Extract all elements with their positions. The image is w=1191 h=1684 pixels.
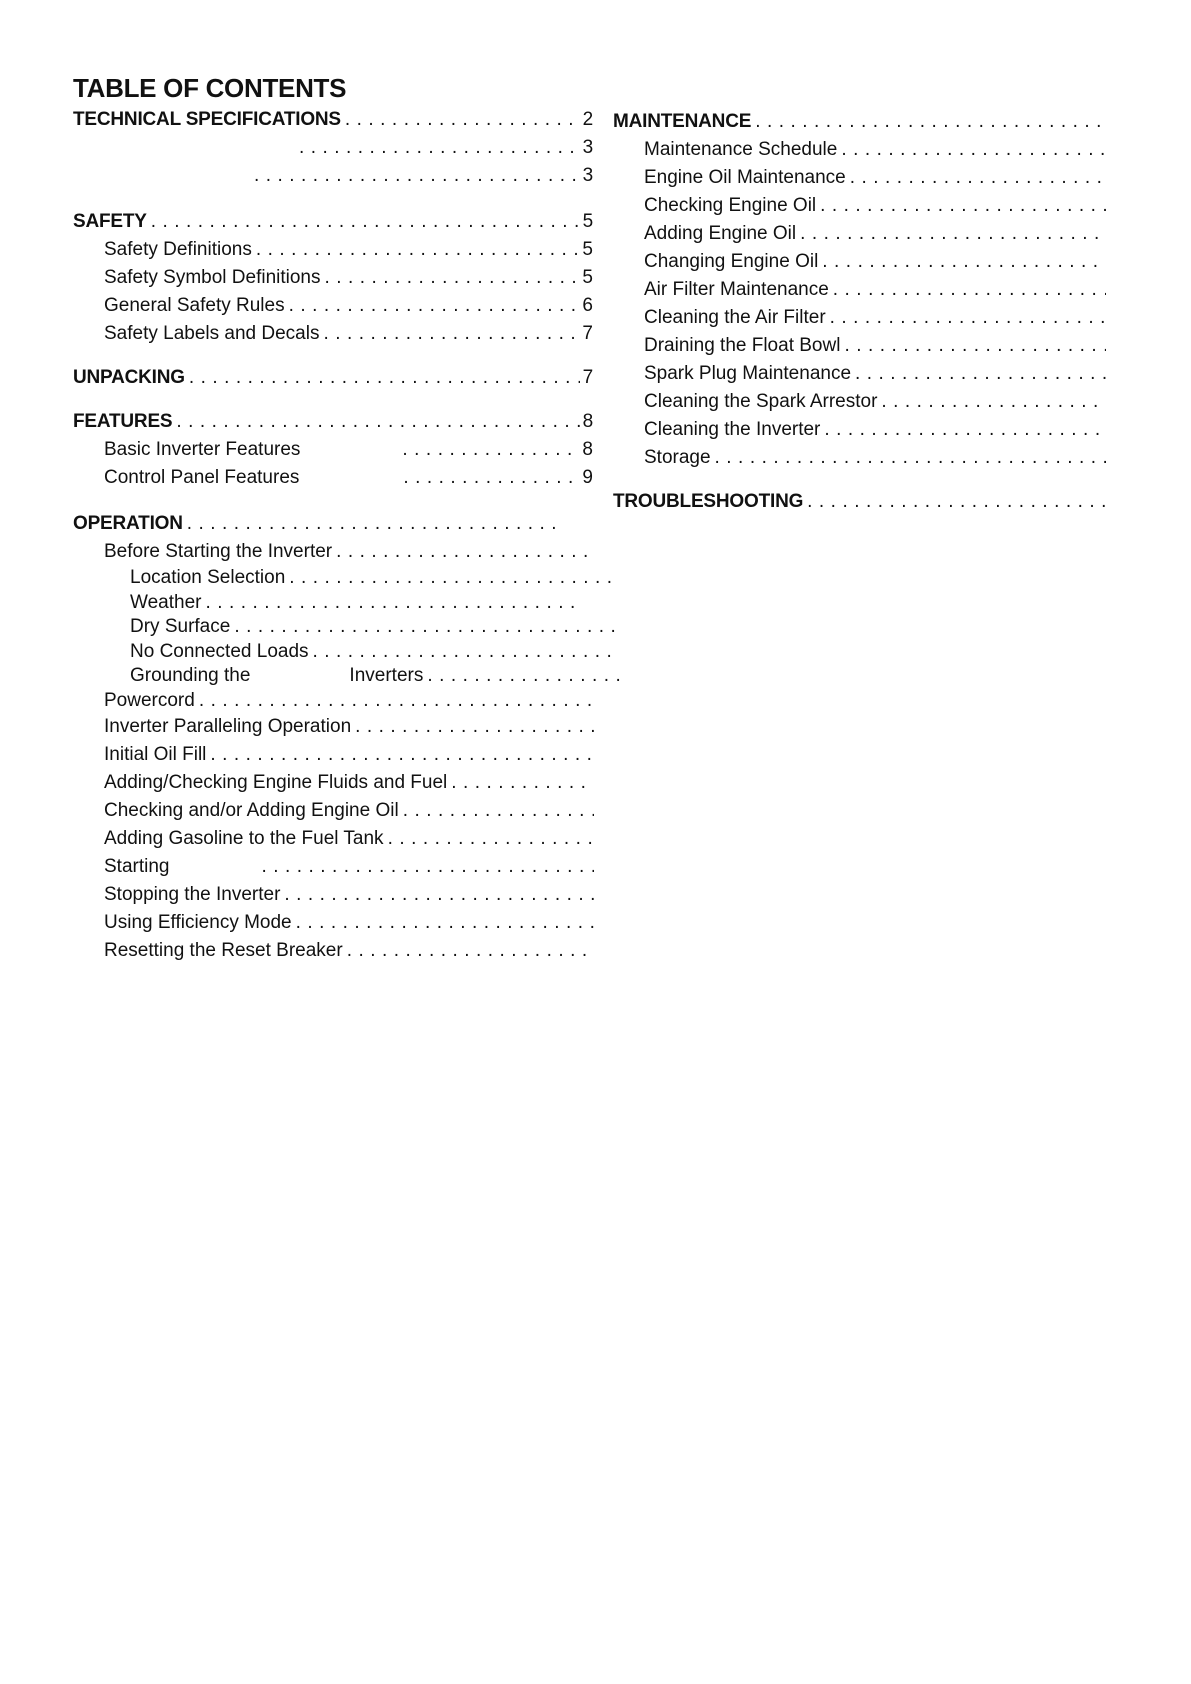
toc-page-number: 8 [582, 439, 593, 460]
toc-entry-adding-gasoline[interactable] [73, 825, 594, 853]
toc-entry-no-connected-loads[interactable] [73, 640, 620, 665]
dot-leader [341, 106, 580, 134]
dot-leader [820, 416, 1106, 444]
toc-entry-spark-plug-maintenance[interactable] [613, 360, 1106, 388]
toc-label: UNPACKING [73, 367, 185, 388]
toc-label: Adding Gasoline to the Fuel Tank [104, 828, 384, 849]
toc-page-number: 6 [582, 295, 593, 316]
toc-label: Spark Plug Maintenance [644, 363, 852, 384]
toc-right-column [613, 108, 1106, 516]
dot-leader [384, 825, 594, 853]
toc-label: Safety Labels and Decals [104, 323, 320, 344]
dot-leader [846, 164, 1106, 192]
toc-label: Weather [130, 591, 202, 613]
toc-entry-cleaning-inverter[interactable] [613, 416, 1106, 444]
dot-leader [851, 360, 1106, 388]
dot-leader [398, 436, 580, 464]
toc-label: Air Filter Maintenance [644, 279, 829, 300]
toc-label: FEATURES [73, 411, 173, 432]
dot-leader [818, 248, 1106, 276]
toc-entry-maintenance-schedule[interactable] [613, 136, 1106, 164]
toc-label: Checking and/or Adding Engine Oil [104, 800, 399, 821]
dot-leader [829, 276, 1106, 304]
toc-label: Storage [644, 447, 711, 468]
dot-leader [711, 444, 1106, 472]
toc-label: Changing Engine Oil [644, 251, 819, 272]
dot-leader [195, 689, 594, 714]
toc-entry-location-selection[interactable] [73, 566, 620, 591]
dot-leader [751, 108, 1106, 136]
toc-entry-safety-labels-decals[interactable] [73, 320, 593, 348]
toc-entry-basic-inverter-features[interactable] [73, 436, 593, 464]
toc-entry-safety[interactable] [73, 208, 593, 236]
toc-label: Adding/Checking Engine Fluids and Fuel [104, 772, 448, 793]
toc-label: Engine Oil Maintenance [644, 167, 846, 188]
toc-label: TECHNICAL SPECIFICATIONS [73, 109, 341, 130]
toc-entry-adding-engine-oil[interactable] [613, 220, 1106, 248]
dot-leader [285, 292, 580, 320]
dot-leader [250, 162, 580, 190]
toc-label: Resetting the Reset Breaker [104, 940, 343, 961]
dot-leader [206, 741, 594, 769]
toc-label: Starting [104, 856, 170, 877]
toc-entry-starting[interactable] [73, 853, 594, 881]
toc-label: No Connected Loads [130, 640, 309, 662]
toc-entry-weather[interactable] [73, 591, 578, 616]
toc-page-number: 9 [582, 467, 593, 488]
toc-label: Grounding the [130, 665, 251, 686]
dot-leader [230, 615, 620, 640]
dot-leader [201, 591, 578, 616]
toc-label: Checking Engine Oil [644, 195, 817, 216]
toc-entry-air-filter-maintenance[interactable] [613, 276, 1106, 304]
dot-leader [252, 236, 580, 264]
toc-page-number: 5 [582, 211, 593, 232]
toc-entry-troubleshooting[interactable] [613, 488, 1106, 516]
toc-entry-storage[interactable] [613, 444, 1106, 472]
dot-leader [147, 208, 580, 236]
toc-label: Dry Surface [130, 616, 231, 637]
dot-leader [837, 136, 1106, 164]
toc-entry-cleaning-spark-arrestor[interactable] [613, 388, 1106, 416]
toc-entry-stopping[interactable] [73, 881, 594, 909]
toc-entry-checking-engine-oil[interactable] [613, 192, 1106, 220]
dot-leader [343, 937, 594, 965]
toc-label: Stopping the Inverter [104, 884, 281, 905]
dot-leader [447, 769, 594, 797]
dot-leader [423, 664, 620, 689]
toc-label: MAINTENANCE [613, 111, 752, 132]
toc-entry-unpacking[interactable] [73, 364, 593, 392]
toc-label: Cleaning the Air Filter [644, 307, 826, 328]
toc-entry-efficiency-mode[interactable] [73, 909, 594, 937]
toc-label: Safety Symbol Definitions [104, 267, 321, 288]
toc-label: Cleaning the Spark Arrestor [644, 391, 878, 412]
dot-leader [803, 488, 1106, 516]
toc-entry-grounding[interactable] [73, 664, 620, 689]
toc-label: Powercord [104, 689, 195, 711]
dot-leader [840, 332, 1106, 360]
toc-page-number: 7 [582, 367, 593, 388]
dot-leader [292, 909, 594, 937]
toc-label: Draining the Float Bowl [644, 335, 841, 356]
toc-entry-resetting-breaker[interactable] [73, 937, 594, 965]
dot-leader [399, 464, 580, 492]
toc-entry-dry-surface[interactable] [73, 615, 620, 640]
dot-leader [351, 713, 594, 741]
toc-label-continued: Inverters [349, 665, 424, 686]
toc-entry-control-panel-features[interactable] [73, 464, 593, 492]
toc-label: Initial Oil Fill [104, 744, 207, 765]
toc-entry-unlabeled[interactable] [73, 134, 593, 162]
toc-label: Using Efficiency Mode [104, 912, 292, 933]
toc-label: Basic Inverter Features [104, 439, 301, 460]
toc-label: TROUBLESHOOTING [613, 491, 804, 512]
toc-page-number: 7 [582, 323, 593, 344]
toc-entry-powercord[interactable] [73, 689, 594, 714]
toc-label: OPERATION [73, 513, 183, 534]
toc-entry-initial-oil-fill[interactable] [73, 741, 594, 769]
toc-label: Location Selection [130, 567, 286, 588]
dot-leader [185, 364, 580, 392]
toc-label: Before Starting the Inverter [104, 541, 333, 562]
toc-entry-general-safety-rules[interactable] [73, 292, 593, 320]
toc-entry-unlabeled[interactable] [73, 162, 593, 190]
dot-leader [321, 264, 581, 292]
dot-leader [332, 538, 594, 566]
toc-left-column [73, 106, 593, 965]
toc-entry-safety-definitions[interactable] [73, 236, 593, 264]
dot-leader [285, 566, 620, 591]
toc-label: General Safety Rules [104, 295, 285, 316]
dot-leader [309, 640, 620, 665]
toc-label: Cleaning the Inverter [644, 419, 821, 440]
toc-page-number: 5 [582, 267, 593, 288]
toc-entry-features[interactable] [73, 408, 593, 436]
dot-leader [319, 320, 580, 348]
dot-leader [877, 388, 1106, 416]
toc-entry-maintenance[interactable] [613, 108, 1106, 136]
toc-entry-checking-adding-oil[interactable] [73, 797, 594, 825]
dot-leader [183, 510, 563, 538]
toc-page-number: 2 [582, 109, 593, 130]
dot-leader [399, 797, 594, 825]
dot-leader [172, 408, 580, 436]
toc-entry-adding-checking-fluids[interactable] [73, 769, 594, 797]
toc-entry-technical-specifications[interactable] [73, 106, 593, 134]
dot-leader [826, 304, 1106, 332]
toc-label: Maintenance Schedule [644, 139, 838, 160]
toc-label: Control Panel Features [104, 467, 300, 488]
dot-leader [280, 881, 594, 909]
toc-entry-operation[interactable] [73, 510, 563, 538]
dot-leader [295, 134, 580, 162]
toc-entry-safety-symbol-definitions[interactable] [73, 264, 593, 292]
toc-page-number: 5 [582, 239, 593, 260]
toc-label: Safety Definitions [104, 239, 252, 260]
toc-page-number: 3 [582, 137, 593, 158]
toc-label: Adding Engine Oil [644, 223, 797, 244]
toc-entry-draining-float-bowl[interactable] [613, 332, 1106, 360]
toc-label: SAFETY [73, 211, 147, 232]
page-title: TABLE OF CONTENTS [73, 73, 347, 103]
toc-entry-inverter-paralleling[interactable] [73, 713, 594, 741]
toc-page-number: 8 [582, 411, 593, 432]
toc-label: Inverter Paralleling Operation [104, 716, 352, 737]
toc-entry-before-starting[interactable] [73, 538, 594, 566]
toc-entry-engine-oil-maintenance[interactable] [613, 164, 1106, 192]
dot-leader [796, 220, 1106, 248]
toc-page-number: 3 [582, 165, 593, 186]
dot-leader [257, 853, 594, 881]
toc-entry-cleaning-air-filter[interactable] [613, 304, 1106, 332]
dot-leader [816, 192, 1106, 220]
toc-entry-changing-engine-oil[interactable] [613, 248, 1106, 276]
